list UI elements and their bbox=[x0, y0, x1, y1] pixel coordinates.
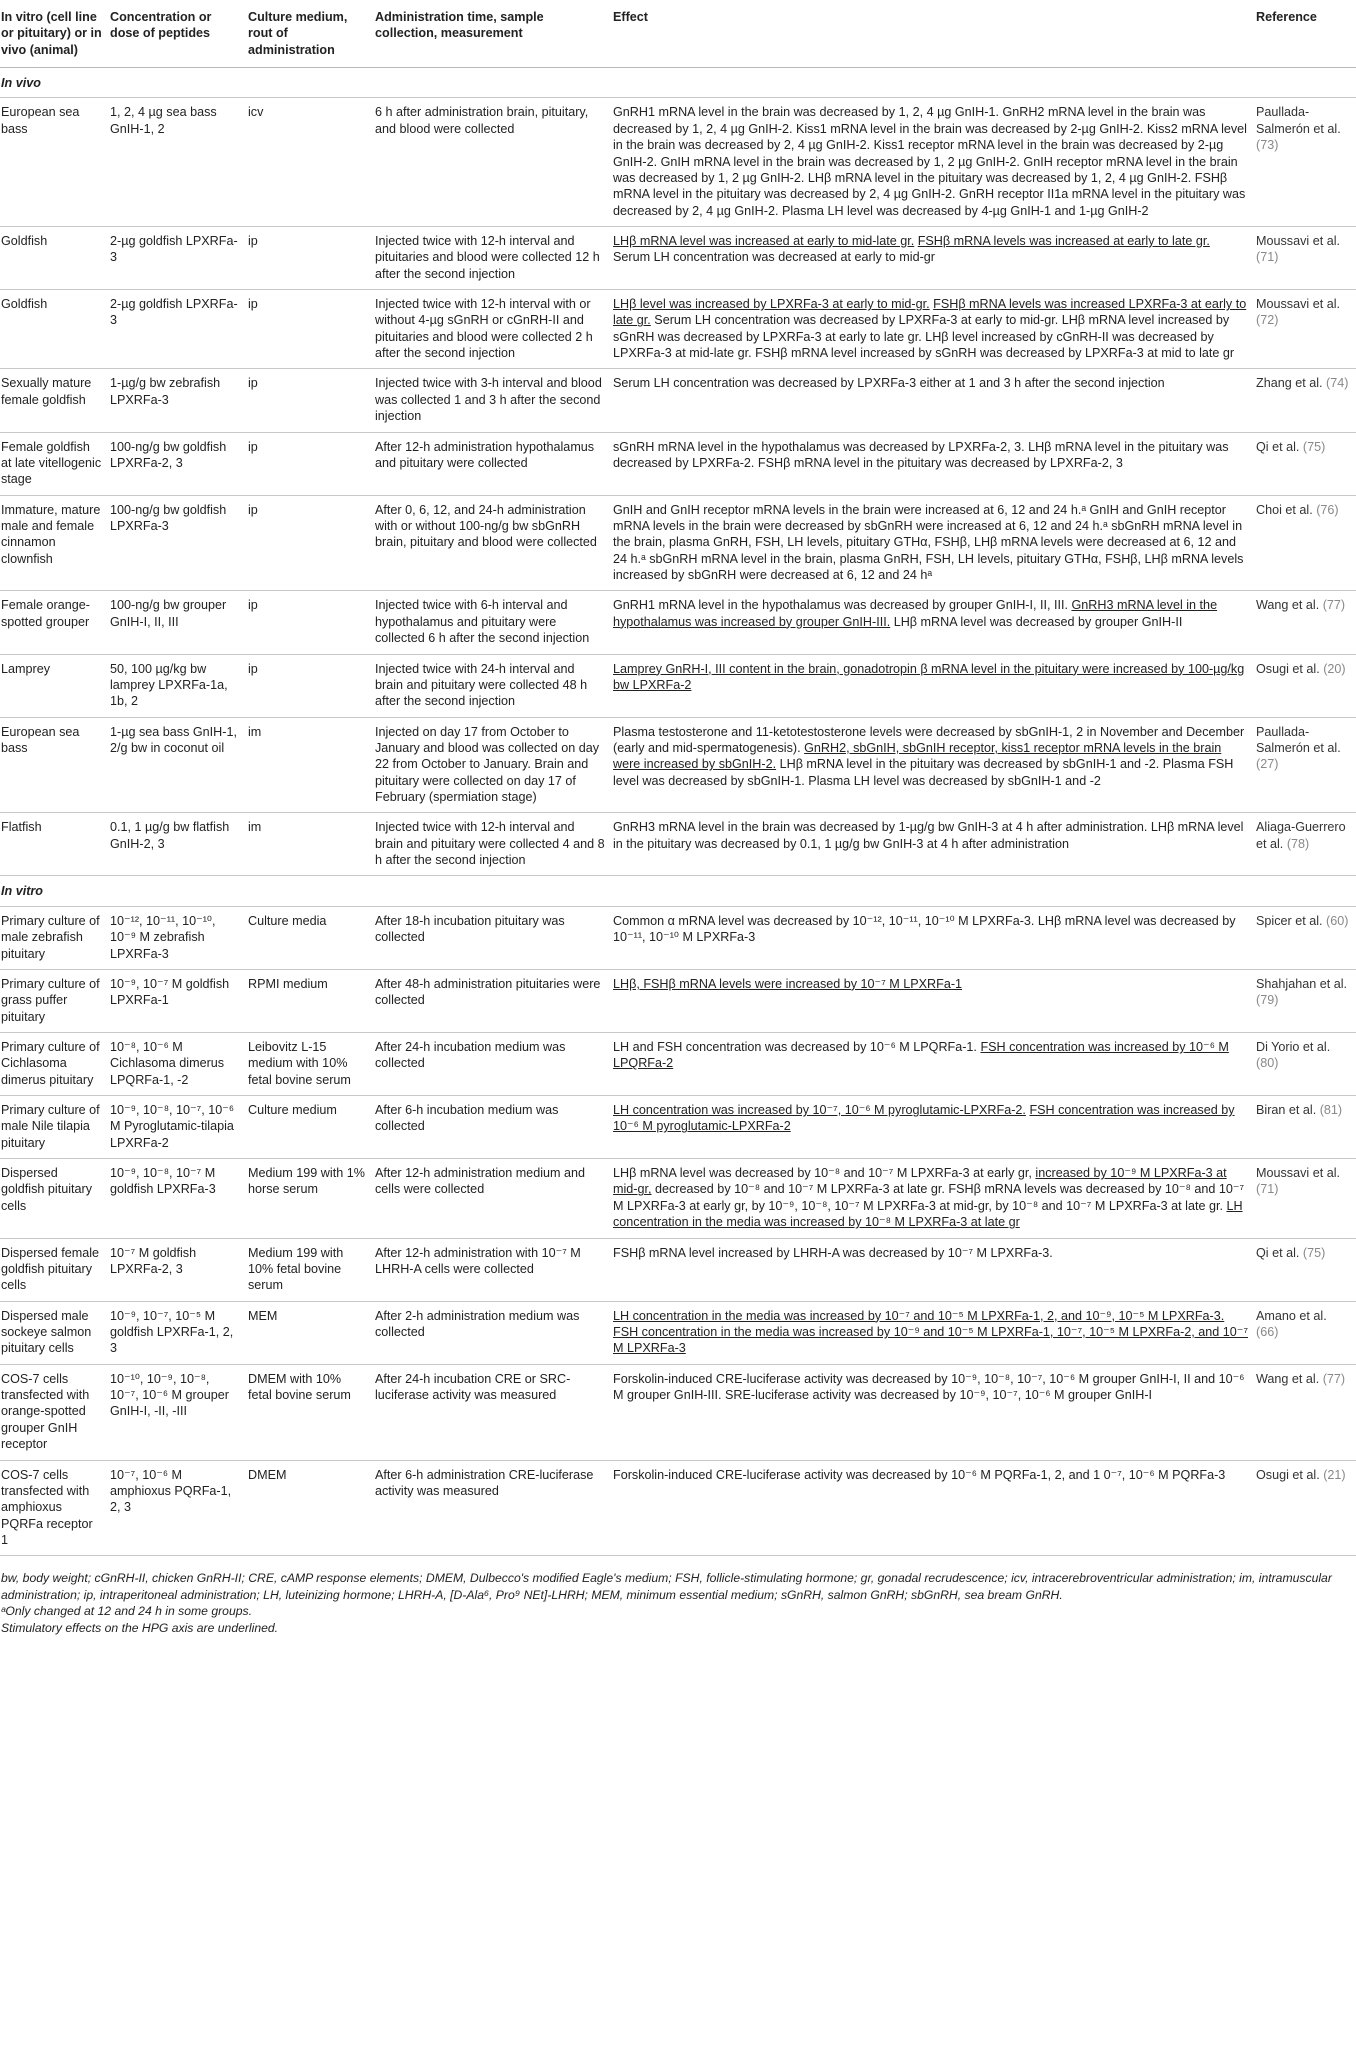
cell-dose: 1, 2, 4 µg sea bass GnIH-1, 2 bbox=[109, 98, 247, 227]
cell-dose: 10⁻⁹, 10⁻⁸, 10⁻⁷, 10⁻⁶ M Pyroglutamic-tilapia LPXRFa-2 bbox=[109, 1096, 247, 1159]
table-row bbox=[0, 1301, 1356, 1364]
effect-text: Common α mRNA level was decreased by 10⁻¹², 10⁻¹¹, 10⁻¹⁰ M LPXRFa-3. LHβ mRNA level was decreased by 10⁻¹¹, 10⁻¹⁰ M LPXRFa-3 bbox=[613, 913, 1236, 945]
cell-time: After 18-h incubation pituitary was collected bbox=[374, 906, 612, 969]
cell-time: After 24-h incubation medium was collected bbox=[374, 1032, 612, 1095]
effect-text: GnIH and GnIH receptor mRNA levels in the brain were increased at 6, 12 and 24 h.ᵃ GnIH and GnIH receptor mRNA levels in the brain were decreased by sbGnRH were increased at 6, 12 and 24 h.ᵃ sbGnRH mRNA level in the brain, plasma GnRH, FSH, LH levels, pituitary GTHα, FSHβ, LHβ mRNA levels were decreased at 6, 12 and 24 h.ᵃ sbGnRH mRNA level in the brain, plasma GnRH, FSH, LH levels, pituitary GTHα, FSHβ, LHβ mRNA levels increased by sbGnRH were decreased at 6, 12 and 24 hᵃ bbox=[613, 502, 1244, 583]
reference-authors: Paullada-Salmerón et al. bbox=[1256, 724, 1341, 755]
stimulatory-effect: FSH concentration was increased by 10⁻⁶ M LPQRFa-2 bbox=[613, 1039, 1229, 1071]
cell-subject: Immature, mature male and female cinnamon clownfish bbox=[0, 495, 109, 591]
cell-dose: 2-µg goldfish LPXRFa-3 bbox=[109, 226, 247, 289]
table-body bbox=[0, 68, 1356, 1556]
reference-number: (75) bbox=[1302, 1245, 1326, 1260]
cell-effect bbox=[612, 369, 1255, 432]
footnote-a: ᵃOnly changed at 12 and 24 h in some groups. bbox=[1, 1604, 252, 1619]
cell-subject: European sea bass bbox=[0, 98, 109, 227]
effect-text: GnRH3 mRNA level in the brain was decreased by 1-µg/g bw GnIH-3 at 4 h after administration. LHβ mRNA level in the pituitary was decreased by 0.1, 1 µg/g bw GnIH-3 at 4 h after administration bbox=[613, 820, 1244, 851]
cell-route: ip bbox=[247, 495, 374, 591]
header-reference: Reference bbox=[1255, 0, 1356, 68]
effect-text: Serum LH concentration was decreased by LPXRFa-3 at early to mid-gr. LHβ mRNA level increased by sGnRH was decreased by LPXRFa-3 at early to late gr. LHβ level increased by cGnRH-II was decreased by LPXRFa-3 at mid-late gr. FSHβ mRNA level increased by sGnRH was decreased by LPXRFa-3 at mid to late gr bbox=[613, 313, 1235, 361]
reference-authors: Osugi et al. bbox=[1256, 1467, 1320, 1482]
effect-text: FSHβ mRNA level increased by LHRH-A was decreased by 10⁻⁷ M LPXRFa-3. bbox=[613, 1245, 1053, 1260]
reference-number: (74) bbox=[1326, 376, 1349, 391]
stimulatory-effect: LHβ level was increased by LPXRFa-3 at early to mid-gr. bbox=[613, 297, 930, 312]
stimulatory-effect: LH concentration was increased by 10⁻⁷, 10⁻⁶ M pyroglutamic-LPXRFa-2. bbox=[613, 1103, 1026, 1118]
cell-route: icv bbox=[247, 98, 374, 227]
reference-authors: Qi et al. bbox=[1256, 1245, 1300, 1260]
table-row bbox=[0, 1096, 1356, 1159]
table-row bbox=[0, 290, 1356, 369]
cell-route: ip bbox=[247, 290, 374, 369]
reference-number: (66) bbox=[1256, 1325, 1279, 1339]
cell-subject: Primary culture of male zebrafish pituitary bbox=[0, 906, 109, 969]
cell-subject: Female orange-spotted grouper bbox=[0, 591, 109, 654]
reference-number: (60) bbox=[1326, 913, 1349, 928]
cell-dose: 50, 100 µg/kg bw lamprey LPXRFa-1a, 1b, 2 bbox=[109, 654, 247, 717]
reference-authors: Aliaga-Guerrero et al. bbox=[1256, 820, 1346, 851]
section-title: In vivo bbox=[0, 68, 1356, 98]
cell-effect bbox=[612, 495, 1255, 591]
cell-reference bbox=[1255, 1032, 1356, 1095]
cell-effect bbox=[612, 1238, 1255, 1301]
cell-reference bbox=[1255, 969, 1356, 1032]
stimulatory-effect: FSH concentration was increased by 10⁻⁶ M pyroglutamic-LPXRFa-2 bbox=[613, 1103, 1235, 1134]
cell-route: Culture media bbox=[247, 906, 374, 969]
table-row bbox=[0, 98, 1356, 227]
header-row bbox=[0, 0, 1356, 68]
stimulatory-effect: GnRH2, sbGnIH, sbGnIH receptor, kiss1 receptor mRNA levels in the brain were increased by sbGnIH-2. bbox=[613, 740, 1222, 772]
cell-reference bbox=[1255, 369, 1356, 432]
reference-number: (77) bbox=[1322, 598, 1346, 613]
stimulatory-effect: FSHβ mRNA levels was increased LPXRFa-3 at early to late gr. bbox=[613, 297, 1247, 328]
table-row bbox=[0, 1032, 1356, 1095]
reference-number: (80) bbox=[1256, 1056, 1279, 1071]
cell-dose: 10⁻⁹, 10⁻⁷ M goldfish LPXRFa-1 bbox=[109, 969, 247, 1032]
cell-time: 6 h after administration brain, pituitary, and blood were collected bbox=[374, 98, 612, 227]
cell-dose: 10⁻⁹, 10⁻⁸, 10⁻⁷ M goldfish LPXRFa-3 bbox=[109, 1159, 247, 1238]
effect-text: LHβ mRNA level in the pituitary was decreased by sbGnIH-1 and -2. Plasma FSH level was decreased by sbGnIH-1. Plasma LH level was decreased by sbGnIH-1 and -2 bbox=[613, 757, 1234, 788]
cell-reference bbox=[1255, 290, 1356, 369]
cell-effect bbox=[612, 1301, 1255, 1364]
cell-time: Injected twice with 12-h interval and pituitaries and blood were collected 12 h after the second injection bbox=[374, 226, 612, 289]
cell-route: DMEM with 10% fetal bovine serum bbox=[247, 1364, 374, 1460]
table-row bbox=[0, 591, 1356, 654]
cell-reference bbox=[1255, 1238, 1356, 1301]
effect-text: LHβ mRNA level was decreased by grouper GnIH-II bbox=[890, 614, 1183, 629]
cell-dose: 0.1, 1 µg/g bw flatfish GnIH-2, 3 bbox=[109, 813, 247, 876]
reference-authors: Shahjahan et al. bbox=[1256, 976, 1348, 991]
cell-subject: Dispersed male sockeye salmon pituitary cells bbox=[0, 1301, 109, 1364]
reference-number: (76) bbox=[1316, 502, 1339, 517]
table-row bbox=[0, 1460, 1356, 1556]
reference-authors: Moussavi et al. bbox=[1256, 1166, 1340, 1181]
reference-authors: Biran et al. bbox=[1256, 1103, 1317, 1118]
cell-effect bbox=[612, 654, 1255, 717]
cell-time: After 0, 6, 12, and 24-h administration with or without 100-ng/g bw sbGnRH brain, pituitary and blood were collected bbox=[374, 495, 612, 591]
table-row bbox=[0, 717, 1356, 813]
stimulatory-effect: LHβ mRNA level was increased at early to mid-late gr. bbox=[613, 233, 915, 248]
table-row bbox=[0, 1159, 1356, 1238]
table-row bbox=[0, 654, 1356, 717]
cell-dose: 100-ng/g bw goldfish LPXRFa-3 bbox=[109, 495, 247, 591]
table-row bbox=[0, 369, 1356, 432]
cell-subject: Female goldfish at late vitellogenic stage bbox=[0, 432, 109, 495]
reference-authors: Moussavi et al. bbox=[1256, 297, 1340, 312]
cell-subject: Primary culture of grass puffer pituitary bbox=[0, 969, 109, 1032]
effect-text: GnRH1 mRNA level in the hypothalamus was decreased by grouper GnIH-I, II, III. bbox=[613, 598, 1072, 613]
reference-number: (79) bbox=[1256, 993, 1279, 1008]
reference-number: (20) bbox=[1323, 661, 1346, 676]
cell-time: After 6-h administration CRE-luciferase activity was measured bbox=[374, 1460, 612, 1556]
cell-time: Injected twice with 6-h interval and hypothalamus and pituitary were collected 6 h after the second injection bbox=[374, 591, 612, 654]
reference-number: (71) bbox=[1256, 1182, 1279, 1197]
cell-reference bbox=[1255, 591, 1356, 654]
header-effect: Effect bbox=[612, 0, 1255, 68]
cell-dose: 10⁻⁹, 10⁻⁷, 10⁻⁵ M goldfish LPXRFa-1, 2, 3 bbox=[109, 1301, 247, 1364]
effect-text: Forskolin-induced CRE-luciferase activity was decreased by 10⁻⁹, 10⁻⁸, 10⁻⁷, 10⁻⁶ M grouper GnIH-I, II and 10⁻⁶ M grouper GnIH-III. SRE-luciferase activity was decreased by 10⁻⁹, 10⁻⁷, 10⁻⁶ M grouper GnIH-I bbox=[613, 1371, 1245, 1403]
cell-effect bbox=[612, 969, 1255, 1032]
reference-number: (73) bbox=[1256, 138, 1279, 153]
cell-time: Injected twice with 12-h interval with or without 4-µg sGnRH or cGnRH-II and pituitaries and blood were collected 2 h after the second injection bbox=[374, 290, 612, 369]
cell-time: After 48-h administration pituitaries were collected bbox=[374, 969, 612, 1032]
cell-effect bbox=[612, 1032, 1255, 1095]
reference-authors: Wang et al. bbox=[1256, 1371, 1320, 1386]
table-row bbox=[0, 226, 1356, 289]
table-footnotes bbox=[0, 1556, 1356, 1636]
cell-subject: COS-7 cells transfected with orange-spotted grouper GnIH receptor bbox=[0, 1364, 109, 1460]
cell-time: After 2-h administration medium was collected bbox=[374, 1301, 612, 1364]
cell-effect bbox=[612, 226, 1255, 289]
cell-reference bbox=[1255, 717, 1356, 813]
cell-time: Injected twice with 3-h interval and blood was collected 1 and 3 h after the second injection bbox=[374, 369, 612, 432]
cell-route: Medium 199 with 10% fetal bovine serum bbox=[247, 1238, 374, 1301]
cell-subject: Flatfish bbox=[0, 813, 109, 876]
effect-text: LH and FSH concentration was decreased by 10⁻⁶ M LPQRFa-1. bbox=[613, 1039, 981, 1054]
header-subject: In vitro (cell line or pituitary) or in vivo (animal) bbox=[0, 0, 109, 68]
table-row bbox=[0, 432, 1356, 495]
table-row bbox=[0, 1364, 1356, 1460]
reference-number: (21) bbox=[1323, 1467, 1346, 1482]
reference-number: (75) bbox=[1302, 439, 1326, 454]
cell-subject: Lamprey bbox=[0, 654, 109, 717]
reference-authors: Amano et al. bbox=[1256, 1308, 1327, 1323]
stimulatory-effect: FSHβ mRNA levels was increased at early to late gr. bbox=[917, 233, 1210, 248]
section-row bbox=[0, 68, 1356, 98]
cell-time: Injected twice with 24-h interval and brain and pituitary were collected 48 h after the second injection bbox=[374, 654, 612, 717]
cell-reference bbox=[1255, 1159, 1356, 1238]
cell-route: ip bbox=[247, 226, 374, 289]
cell-subject: European sea bass bbox=[0, 717, 109, 813]
stimulatory-effect: Lamprey GnRH-I, III content in the brain, gonadotropin β mRNA level in the pituitary were increased by 100-µg/kg bw LPXRFa-2 bbox=[613, 661, 1245, 692]
stimulatory-effect: increased by 10⁻⁹ M LPXRFa-3 at mid-gr, bbox=[613, 1166, 1227, 1197]
cell-subject: Primary culture of male Nile tilapia pituitary bbox=[0, 1096, 109, 1159]
stimulatory-effect: GnRH3 mRNA level in the hypothalamus was increased by grouper GnIH-III. bbox=[613, 598, 1218, 629]
cell-route: ip bbox=[247, 369, 374, 432]
cell-route: ip bbox=[247, 591, 374, 654]
table-row bbox=[0, 495, 1356, 591]
cell-reference bbox=[1255, 1096, 1356, 1159]
cell-time: After 12-h administration with 10⁻⁷ M LHRH-A cells were collected bbox=[374, 1238, 612, 1301]
cell-reference bbox=[1255, 98, 1356, 227]
cell-dose: 10⁻⁷, 10⁻⁶ M amphioxus PQRFa-1, 2, 3 bbox=[109, 1460, 247, 1556]
cell-route: RPMI medium bbox=[247, 969, 374, 1032]
reference-number: (77) bbox=[1322, 1371, 1346, 1386]
cell-dose: 1-µg/g bw zebrafish LPXRFa-3 bbox=[109, 369, 247, 432]
cell-subject: COS-7 cells transfected with amphioxus PQRFa receptor 1 bbox=[0, 1460, 109, 1556]
cell-subject: Goldfish bbox=[0, 226, 109, 289]
reference-authors: Zhang et al. bbox=[1256, 376, 1323, 391]
cell-effect bbox=[612, 813, 1255, 876]
cell-time: After 6-h incubation medium was collected bbox=[374, 1096, 612, 1159]
cell-dose: 1-µg sea bass GnIH-1, 2/g bw in coconut oil bbox=[109, 717, 247, 813]
reference-number: (72) bbox=[1256, 313, 1279, 328]
cell-subject: Goldfish bbox=[0, 290, 109, 369]
cell-time: After 24-h incubation CRE or SRC-luciferase activity was measured bbox=[374, 1364, 612, 1460]
cell-route: Leibovitz L-15 medium with 10% fetal bovine serum bbox=[247, 1032, 374, 1095]
stimulatory-effect: LHβ, FSHβ mRNA levels were increased by 10⁻⁷ M LPXRFa-1 bbox=[613, 976, 963, 991]
table-row bbox=[0, 813, 1356, 876]
header-time: Administration time, sample collection, measurement bbox=[374, 0, 612, 68]
cell-effect bbox=[612, 1096, 1255, 1159]
cell-reference bbox=[1255, 906, 1356, 969]
cell-time: Injected twice with 12-h interval and brain and pituitary were collected 4 and 8 h after the second injection bbox=[374, 813, 612, 876]
cell-effect bbox=[612, 1364, 1255, 1460]
effect-text: Forskolin-induced CRE-luciferase activity was decreased by 10⁻⁶ M PQRFa-1, 2, and 1 0⁻⁷, 10⁻⁶ M PQRFa-3 bbox=[613, 1467, 1226, 1482]
cell-subject: Primary culture of Cichlasoma dimerus pituitary bbox=[0, 1032, 109, 1095]
reference-number: (71) bbox=[1256, 250, 1279, 265]
cell-time: After 12-h administration hypothalamus and pituitary were collected bbox=[374, 432, 612, 495]
effect-text: Serum LH concentration was decreased at early to mid-gr bbox=[613, 250, 935, 265]
reference-number: (27) bbox=[1256, 757, 1279, 772]
underline-note: Stimulatory effects on the HPG axis are underlined. bbox=[1, 1620, 279, 1635]
effect-text: LHβ mRNA level was decreased by 10⁻⁸ and 10⁻⁷ M LPXRFa-3 at early gr, bbox=[613, 1166, 1036, 1181]
cell-time: Injected on day 17 from October to January and blood was collected on day 22 from October to January. Brain and pituitary were collected on day 17 of February (spermiation stage) bbox=[374, 717, 612, 813]
cell-route: Medium 199 with 1% horse serum bbox=[247, 1159, 374, 1238]
cell-route: DMEM bbox=[247, 1460, 374, 1556]
cell-dose: 10⁻⁷ M goldfish LPXRFa-2, 3 bbox=[109, 1238, 247, 1301]
cell-effect bbox=[612, 591, 1255, 654]
cell-route: ip bbox=[247, 654, 374, 717]
cell-reference bbox=[1255, 432, 1356, 495]
cell-effect bbox=[612, 432, 1255, 495]
reference-authors: Moussavi et al. bbox=[1256, 233, 1340, 248]
cell-effect bbox=[612, 98, 1255, 227]
table-row bbox=[0, 906, 1356, 969]
reference-authors: Osugi et al. bbox=[1256, 661, 1320, 676]
effect-text: decreased by 10⁻⁸ and 10⁻⁷ M LPXRFa-3 at late gr. FSHβ mRNA levels was decreased by 10⁻⁸ and 10⁻⁷ M LPXRFa-3 at early gr, by 10⁻⁹, 10⁻⁸, 10⁻⁷ M LPXRFa-3 at mid-gr, by 10⁻⁸ and 10⁻⁷ M LPXRFa-3 at late gr. bbox=[613, 1182, 1245, 1213]
cell-effect bbox=[612, 717, 1255, 813]
cell-subject: Dispersed goldfish pituitary cells bbox=[0, 1159, 109, 1238]
reference-authors: Paullada-Salmerón et al. bbox=[1256, 105, 1341, 136]
cell-subject: Sexually mature female goldfish bbox=[0, 369, 109, 432]
reference-number: (81) bbox=[1319, 1103, 1343, 1118]
effect-text: sGnRH mRNA level in the hypothalamus was decreased by LPXRFa-2, 3. LHβ mRNA level in the pituitary was decreased by LPXRFa-2. FSHβ mRNA level in the pituitary was decreased by LPXRFa-2, 3 bbox=[613, 439, 1229, 470]
table-row bbox=[0, 1238, 1356, 1301]
abbreviations-note: bw, body weight; cGnRH-II, chicken GnRH-II; CRE, cAMP response elements; DMEM, Dulbecco's modified Eagle's medium; FSH, follicle-stimulating hormone; gr, gonadal recrudescence; icv, intracerebroventricular administration; im, intramuscular administration; ip, intraperitoneal administration; LH, luteinizing hormone; LHRH-A, [D-Ala⁶, Pro⁹ NEt]-LHRH; MEM, minimum essential medium; sGnRH, salmon GnRH; sbGnRH, sea bream GnRH. bbox=[1, 1571, 1332, 1602]
cell-route: im bbox=[247, 717, 374, 813]
cell-route: ip bbox=[247, 432, 374, 495]
effect-text: GnRH1 mRNA level in the brain was decreased by 1, 2, 4 µg GnIH-1. GnRH2 mRNA level in the brain was decreased by 1, 2, 4 µg GnIH-2. Kiss1 mRNA level in the brain was decreased by 2-µg GnIH-2. Kiss2 mRNA level in the brain was decreased by 2, 4 µg GnIH-2. Kiss1 receptor mRNA level in the brain was decreased by 2-µg GnIH-2. GnIH mRNA level in the brain was decreased by 1, 2 µg GnIH-2. GnIH receptor mRNA level in the brain was decreased by 1, 2 µg GnIH-2. LHβ mRNA level in the pituitary was decreased by 1, 2, 4 µg GnIH-2. FSHβ mRNA level in the pituitary was decreased by 2, 4 µg GnIH-2. GnRH receptor II1a mRNA level in the pituitary was decreased by 2, 4 µg GnIH-2. Plasma LH level was decreased by 4-µg GnIH-1 and 1-µg GnIH-2 bbox=[613, 105, 1247, 218]
table-row bbox=[0, 969, 1356, 1032]
cell-dose: 100-ng/g bw goldfish LPXRFa-2, 3 bbox=[109, 432, 247, 495]
cell-reference bbox=[1255, 226, 1356, 289]
header-route: Culture medium, rout of administration bbox=[247, 0, 374, 68]
reference-authors: Choi et al. bbox=[1256, 502, 1313, 517]
cell-dose: 2-µg goldfish LPXRFa-3 bbox=[109, 290, 247, 369]
cell-reference bbox=[1255, 1364, 1356, 1460]
cell-reference bbox=[1255, 1460, 1356, 1556]
cell-route: im bbox=[247, 813, 374, 876]
reference-authors: Di Yorio et al. bbox=[1256, 1039, 1331, 1054]
cell-reference bbox=[1255, 495, 1356, 591]
cell-reference bbox=[1255, 813, 1356, 876]
reference-authors: Spicer et al. bbox=[1256, 913, 1323, 928]
section-row bbox=[0, 876, 1356, 906]
reference-number: (78) bbox=[1286, 836, 1310, 851]
cell-reference bbox=[1255, 1301, 1356, 1364]
cell-dose: 10⁻⁸, 10⁻⁶ M Cichlasoma dimerus LPQRFa-1, -2 bbox=[109, 1032, 247, 1095]
effect-text: Serum LH concentration was decreased by LPXRFa-3 either at 1 and 3 h after the second injection bbox=[613, 376, 1165, 391]
stimulatory-effect: LH concentration in the media was increased by 10⁻⁷ and 10⁻⁵ M LPXRFa-1, 2, and 10⁻⁹, 10⁻⁵ M LPXRFa-3. bbox=[613, 1308, 1225, 1323]
section-title: In vitro bbox=[0, 876, 1356, 906]
cell-reference bbox=[1255, 654, 1356, 717]
cell-dose: 10⁻¹², 10⁻¹¹, 10⁻¹⁰, 10⁻⁹ M zebrafish LPXRFa-3 bbox=[109, 906, 247, 969]
header-dose: Concentration or dose of peptides bbox=[109, 0, 247, 68]
cell-time: After 12-h administration medium and cells were collected bbox=[374, 1159, 612, 1238]
stimulatory-effect: LH concentration in the media was increased by 10⁻⁸ M LPXRFa-3 at late gr bbox=[613, 1198, 1243, 1230]
cell-effect bbox=[612, 1460, 1255, 1556]
effect-text: Plasma testosterone and 11-ketotestosterone levels were decreased by sbGnIH-1, 2 in November and December (early and mid-spermatogenesis). bbox=[613, 724, 1245, 755]
cell-subject: Dispersed female goldfish pituitary cells bbox=[0, 1238, 109, 1301]
cell-effect bbox=[612, 290, 1255, 369]
reference-authors: Wang et al. bbox=[1256, 598, 1320, 613]
cell-effect bbox=[612, 906, 1255, 969]
cell-dose: 100-ng/g bw grouper GnIH-I, II, III bbox=[109, 591, 247, 654]
cell-effect bbox=[612, 1159, 1255, 1238]
stimulatory-effect: FSH concentration in the media was increased by 10⁻⁹ and 10⁻⁵ M LPXRFa-1, 10⁻⁷, 10⁻⁵ M LPXRFa-2, and 10⁻⁷ M LPXRFa-3 bbox=[613, 1325, 1249, 1356]
cell-route: MEM bbox=[247, 1301, 374, 1364]
cell-route: Culture medium bbox=[247, 1096, 374, 1159]
reference-authors: Qi et al. bbox=[1256, 439, 1300, 454]
cell-dose: 10⁻¹⁰, 10⁻⁹, 10⁻⁸, 10⁻⁷, 10⁻⁶ M grouper GnIH-I, -II, -III bbox=[109, 1364, 247, 1460]
